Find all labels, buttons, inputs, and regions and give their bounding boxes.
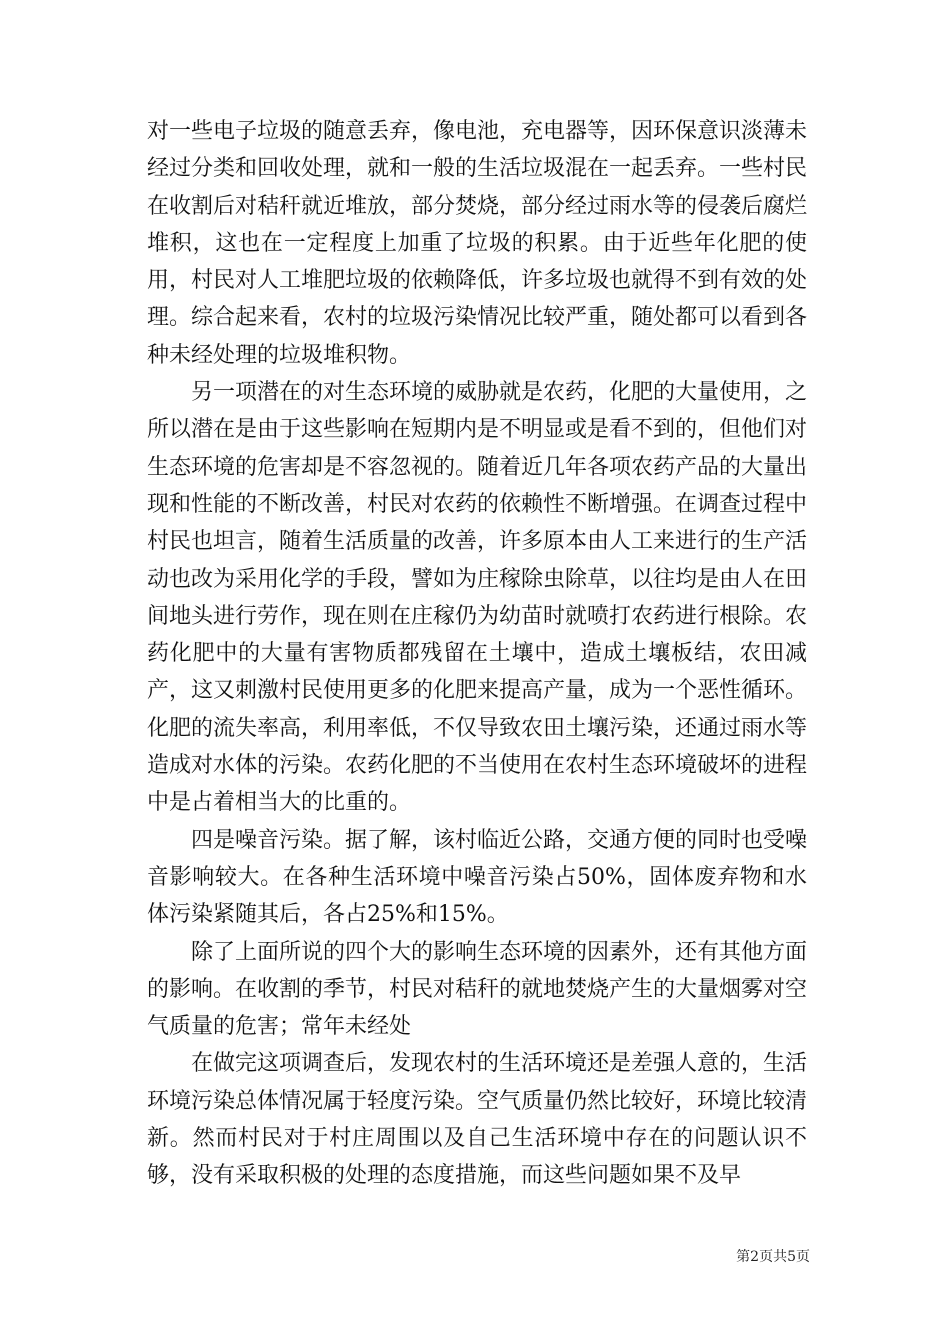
paragraph-4: 除了上面所说的四个大的影响生态环境的因素外，还有其他方面的影响。在收割的季节，村民对秸秆的就地焚烧产生的大量烟雾对空气质量的危害；常年未经处 (147, 939, 808, 1040)
document-body (147, 113, 807, 1195)
paragraph-2: 另一项潜在的对生态环境的威胁就是农药，化肥的大量使用，之所以潜在是由于这些影响在短期内是不明显或是看不到的，但他们对生态环境的危害却是不容忽视的。随着近几年各项农药产品的大量出现和性能的不断改善，村民对农药的依赖性不断增强。在调查过程中村民也坦言，随着生活质量的改善，许多原本由人工来进行的生产活动也改为采用化学的手段，譬如为庄稼除虫除草，以往均是由人在田间地头进行劳作，现在则在庄稼仍为幼苗时就喷打农药进行根除。农药化肥中的大量有害物质都残留在土壤中，造成土壤板结，农田减产，这又刺激村民使用更多的化肥来提高产量，成为一个恶性循环。化肥的流失率高，利用率低，不仅导致农田土壤污染，还通过雨水等造成对水体的污染。农药化肥的不当使用在农村生态环境破坏的进程中是占着相当大的比重的。 (147, 380, 808, 816)
page-number-footer: 第2页共5页 (736, 1249, 810, 1265)
paragraph-1: 对一些电子垃圾的随意丢弃，像电池，充电器等，因环保意识淡薄未经过分类和回收处理，就和一般的生活垃圾混在一起丢弃。一些村民在收割后对秸秆就近堆放，部分焚烧，部分经过雨水等的侵袭后腐烂堆积，这也在一定程度上加重了垃圾的积累。由于近些年化肥的使用，村民对人工堆肥垃圾的依赖降低，许多垃圾也就得不到有效的处理。综合起来看，农村的垃圾污染情况比较严重，随处都可以看到各种未经处理的垃圾堆积物。 (147, 119, 808, 368)
paragraph-3: 四是噪音污染。据了解，该村临近公路，交通方便的同时也受噪音影响较大。在各种生活环境中噪音污染占50%，固体废弃物和水体污染紧随其后，各占25%和15%。 (147, 827, 808, 928)
paragraph-5: 在做完这项调查后，发现农村的生活环境还是差强人意的，生活环境污染总体情况属于轻度污染。空气质量仍然比较好，环境比较清新。然而村民对于村庄周围以及自己生活环境中存在的问题认识不够，没有采取积极的处理的态度措施，而这些问题如果不及早 (147, 1051, 808, 1189)
